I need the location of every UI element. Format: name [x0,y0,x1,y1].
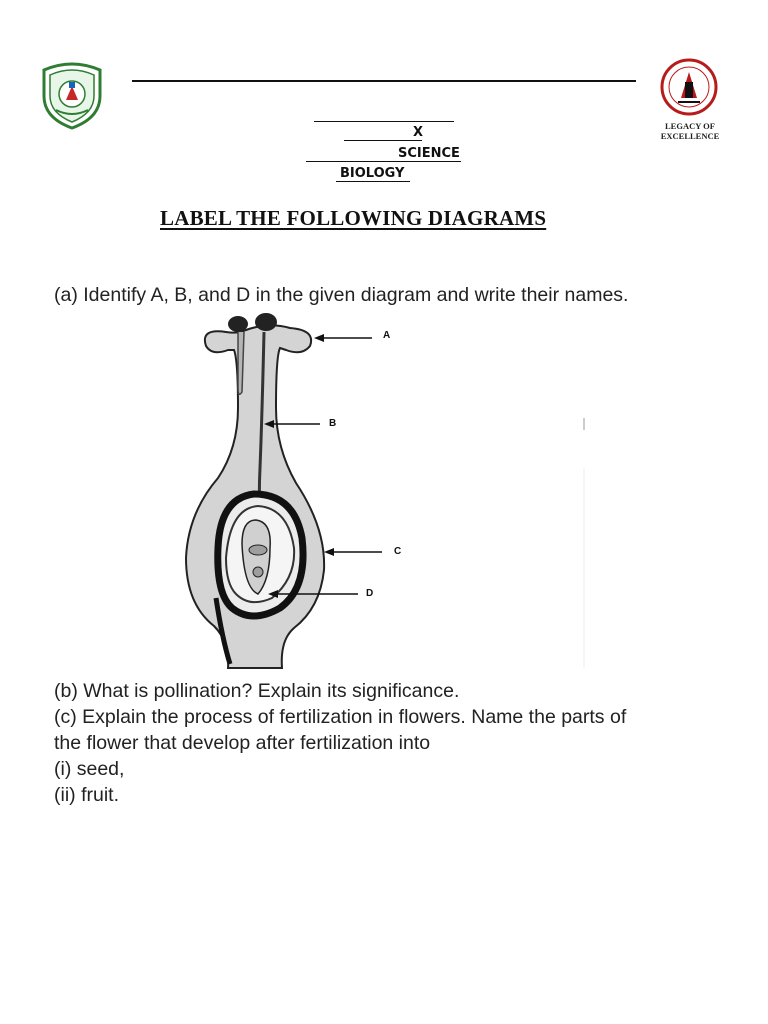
subject-value: SCIENCE [398,146,460,161]
question-c-line1: (c) Explain the process of fertilization in flowers. Name the parts of [54,706,627,728]
pistil-longitudinal-section-icon [176,308,596,670]
class-value: X [413,125,424,140]
label-c: C [394,546,402,557]
right-logo [640,58,740,141]
topic-blank [336,181,410,182]
question-c-i: (i) seed, [54,758,125,780]
question-c-line2: the flower that develop after fertilization into [54,732,431,754]
school-shield-emblem-icon [36,60,108,130]
school-name-blank [314,121,454,122]
label-b: B [329,418,337,429]
label-a: A [383,330,391,341]
question-c-ii: (ii) fruit. [54,784,119,806]
pistil-diagram [176,308,596,670]
label-d: D [366,588,374,599]
page-title: LABEL THE FOLLOWING DIAGRAMS [160,206,547,230]
question-b: (b) What is pollination? Explain its significance. [54,680,460,702]
logo-tagline: LEGACY OF EXCELLENCE [660,121,720,141]
question-a: (a) Identify A, B, and D in the given diagram and write their names. [54,284,629,306]
delhi-public-school-seal-icon [658,58,720,116]
subject-blank [306,161,461,162]
header-rule [132,80,636,82]
topic-value: BIOLOGY [340,166,405,181]
left-logo [36,60,108,130]
class-blank [344,140,422,141]
